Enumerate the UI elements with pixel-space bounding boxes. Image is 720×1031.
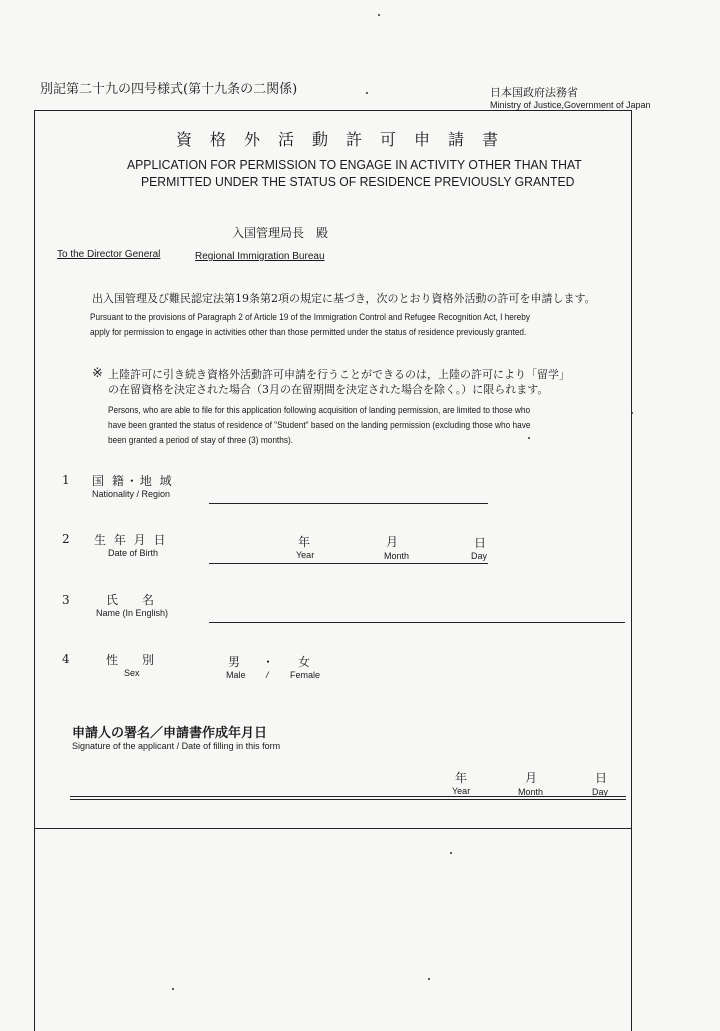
scan-speck [428,978,430,980]
sign-day-jp: 日 [595,771,608,785]
name-label-en: Name (In English) [96,608,169,618]
field-number: 2 [62,532,70,546]
name-input-line[interactable] [209,622,625,623]
sign-day-en: Day [592,787,609,797]
sign-year-jp: 年 [455,771,468,785]
sign-month-en: Month [518,787,544,797]
note-mark: ※ [92,366,103,381]
nationality-input-line[interactable] [209,503,488,504]
title-en-line1: APPLICATION FOR PERMISSION TO ENGAGE IN ACTIVITY OTHER THAN THAT [127,157,582,172]
birth-month-en: Month [384,551,410,561]
sex-label-en: Sex [124,668,140,678]
field-number: 1 [62,473,70,487]
sex-slash-separator: / [266,670,269,680]
signature-label-en: Signature of the applicant / Date of filling in this form [72,741,281,751]
birth-day-jp: 日 [474,536,487,550]
birth-input-line[interactable] [209,563,488,564]
note-en-line3: been granted a period of stay of three (3) months). [108,435,294,445]
addressee-director: To the Director General [57,249,161,260]
male-option-en[interactable]: Male [226,670,246,680]
birth-day-en: Day [471,551,488,561]
scan-speck [172,988,174,990]
addressee-bureau: Regional Immigration Bureau [195,251,325,262]
note-en-line2: have been granted the status of residence of "Student" based on the landing permission (excluding those who have [108,420,531,430]
signature-input-line-double [70,799,626,800]
male-option-jp[interactable]: 男 [228,655,241,669]
sign-month-jp: 月 [525,771,538,785]
sign-year-en: Year [452,786,471,796]
scan-speck [366,92,368,94]
field-number: 3 [62,593,70,607]
signature-label-jp: 申請人の署名／申請書作成年月日 [72,726,268,741]
title-en-line2: PERMITTED UNDER THE STATUS OF RESIDENCE PREVIOUSLY GRANTED [141,174,575,189]
sex-dot-separator: ・ [262,655,275,669]
birth-label-jp: 生 年 月 日 [94,533,168,547]
nationality-label-jp: 国 籍・地 域 [92,474,174,488]
sex-label-jp: 性 別 [106,653,155,667]
birth-year-jp: 年 [298,535,311,549]
intro-jp: 出入国管理及び難民認定法第19条第2項の規定に基づき，次のとおり資格外活動の許可を申請します。 [92,292,596,305]
signature-input-line[interactable] [70,796,626,797]
title-jp: 資格外活動許可申請書 [176,130,517,149]
birth-label-en: Date of Birth [108,548,159,558]
name-label-jp: 氏 名 [106,593,155,607]
note-jp-line1: 上陸許可に引き続き資格外活動許可申請を行うことができるのは，上陸の許可により「留学」 [108,368,570,381]
field-number: 4 [62,652,70,666]
intro-en-line1: Pursuant to the provisions of Paragraph 2 of Article 19 of the Immigration Control and Refugee Recognition Act, I hereby [90,312,531,322]
scan-speck [378,14,380,16]
form-number: 別記第二十九の四号様式(第十九条の二関係) [40,82,298,97]
note-jp-line2: の在留資格を決定された場合（3月の在留期間を決定された場合を除く。）に限られます。 [108,383,549,396]
scan-speck [528,437,530,439]
note-en-line1: Persons, who are able to file for this application following acquisition of landing permission, are limited to those who [108,405,531,415]
ministry-en: Ministry of Justice,Government of Japan [490,100,651,110]
form-bottom-divider [34,828,632,829]
nationality-label-en: Nationality / Region [92,489,171,499]
addressee-jp: 入国管理局長 殿 [232,226,329,240]
female-option-jp[interactable]: 女 [298,655,311,669]
ministry-jp: 日本国政府法務省 [490,86,578,99]
scan-speck [450,852,452,854]
birth-month-jp: 月 [386,535,399,549]
intro-en-line2: apply for permission to engage in activities other than those permitted under the status of residence previously granted. [90,327,527,337]
birth-year-en: Year [296,550,315,560]
female-option-en[interactable]: Female [290,670,321,680]
scan-speck [631,412,633,414]
